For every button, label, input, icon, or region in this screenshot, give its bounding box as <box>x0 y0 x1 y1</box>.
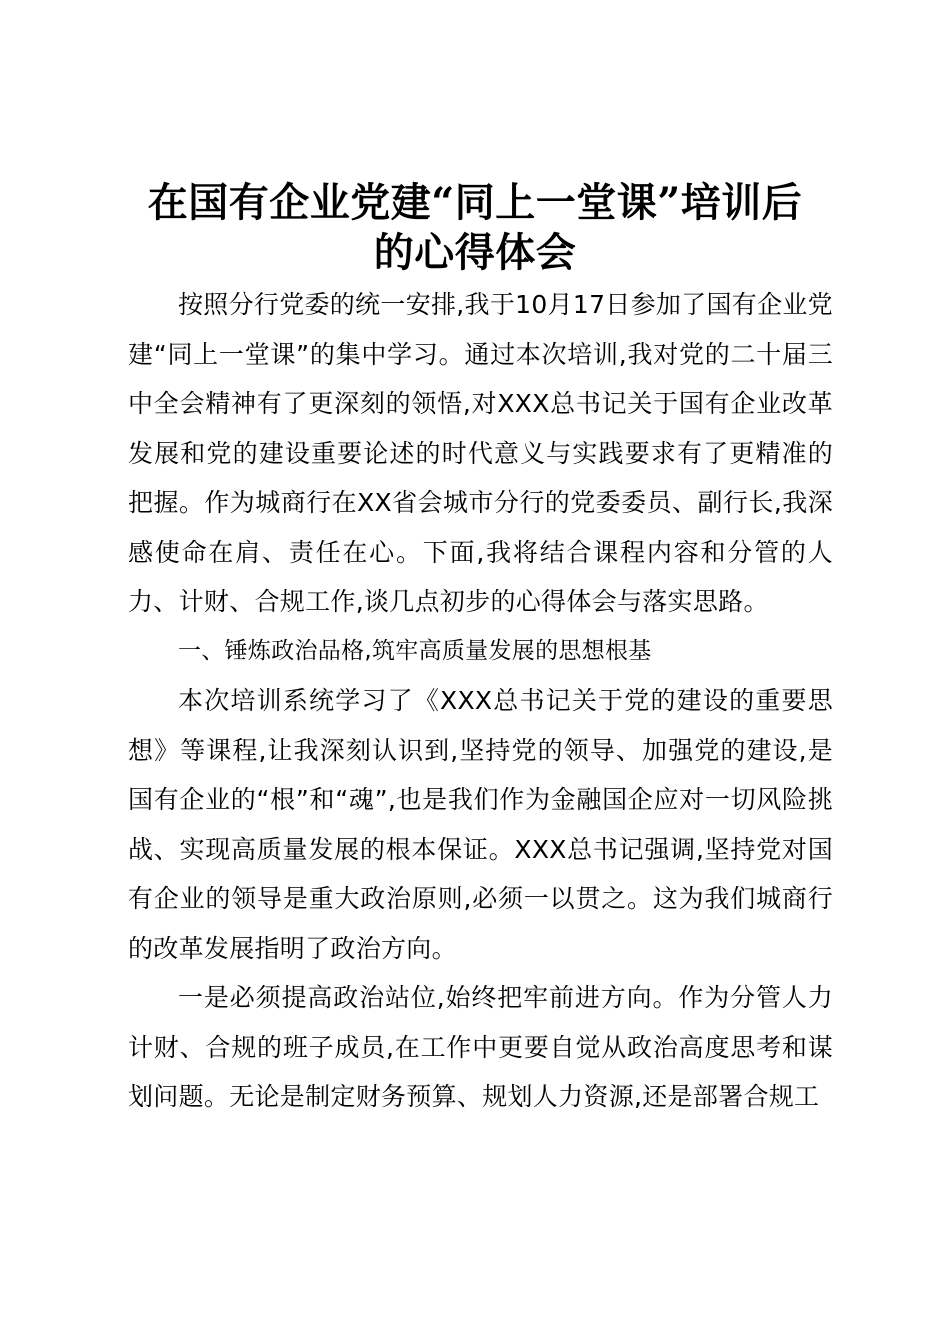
document-body <box>128 280 833 1122</box>
title-line-2: 的心得体会 <box>373 229 577 276</box>
paragraph-point-1: 一是必须提高政治站位,始终把牢前进方向。作为分管人力计财、合规的班子成员,在工作中更要自觉从政治高度思考和谋划问题。无论是制定财务预算、规划人力资源,还是部署合规工 <box>128 983 833 1111</box>
document-title <box>110 178 840 278</box>
title-line-1: 在国有企业党建“同上一堂课”培训后 <box>147 179 803 226</box>
paragraph-section-1: 本次培训系统学习了《XXX总书记关于党的建设的重要思想》等课程,让我深刻认识到,坚持党的领导、加强党的建设,是国有企业的“根”和“魂”,也是我们作为金融国企应对一切风险挑战、实现高质量发展的根本保证。XXX总书记强调,坚持党对国有企业的领导是重大政治原则,必须一以贯之。这为我们城商行的改革发展指明了政治方向。 <box>128 686 833 963</box>
section-heading-1: 一、锤炼政治品格,筑牢高质量发展的思想根基 <box>178 637 652 664</box>
paragraph-intro: 按照分行党委的统一安排,我于10月17日参加了国有企业党建“同上一堂课”的集中学习。通过本次培训,我对党的二十届三中全会精神有了更深刻的领悟,对XXX总书记关于国有企业改革发展和党的建设重要论述的时代意义与实践要求有了更精准的把握。作为城商行在XX省会城市分行的党委委员、副行长,我深感使命在肩、责任在心。下面,我将结合课程内容和分管的人力、计财、合规工作,谈几点初步的心得体会与落实思路。 <box>128 290 833 616</box>
